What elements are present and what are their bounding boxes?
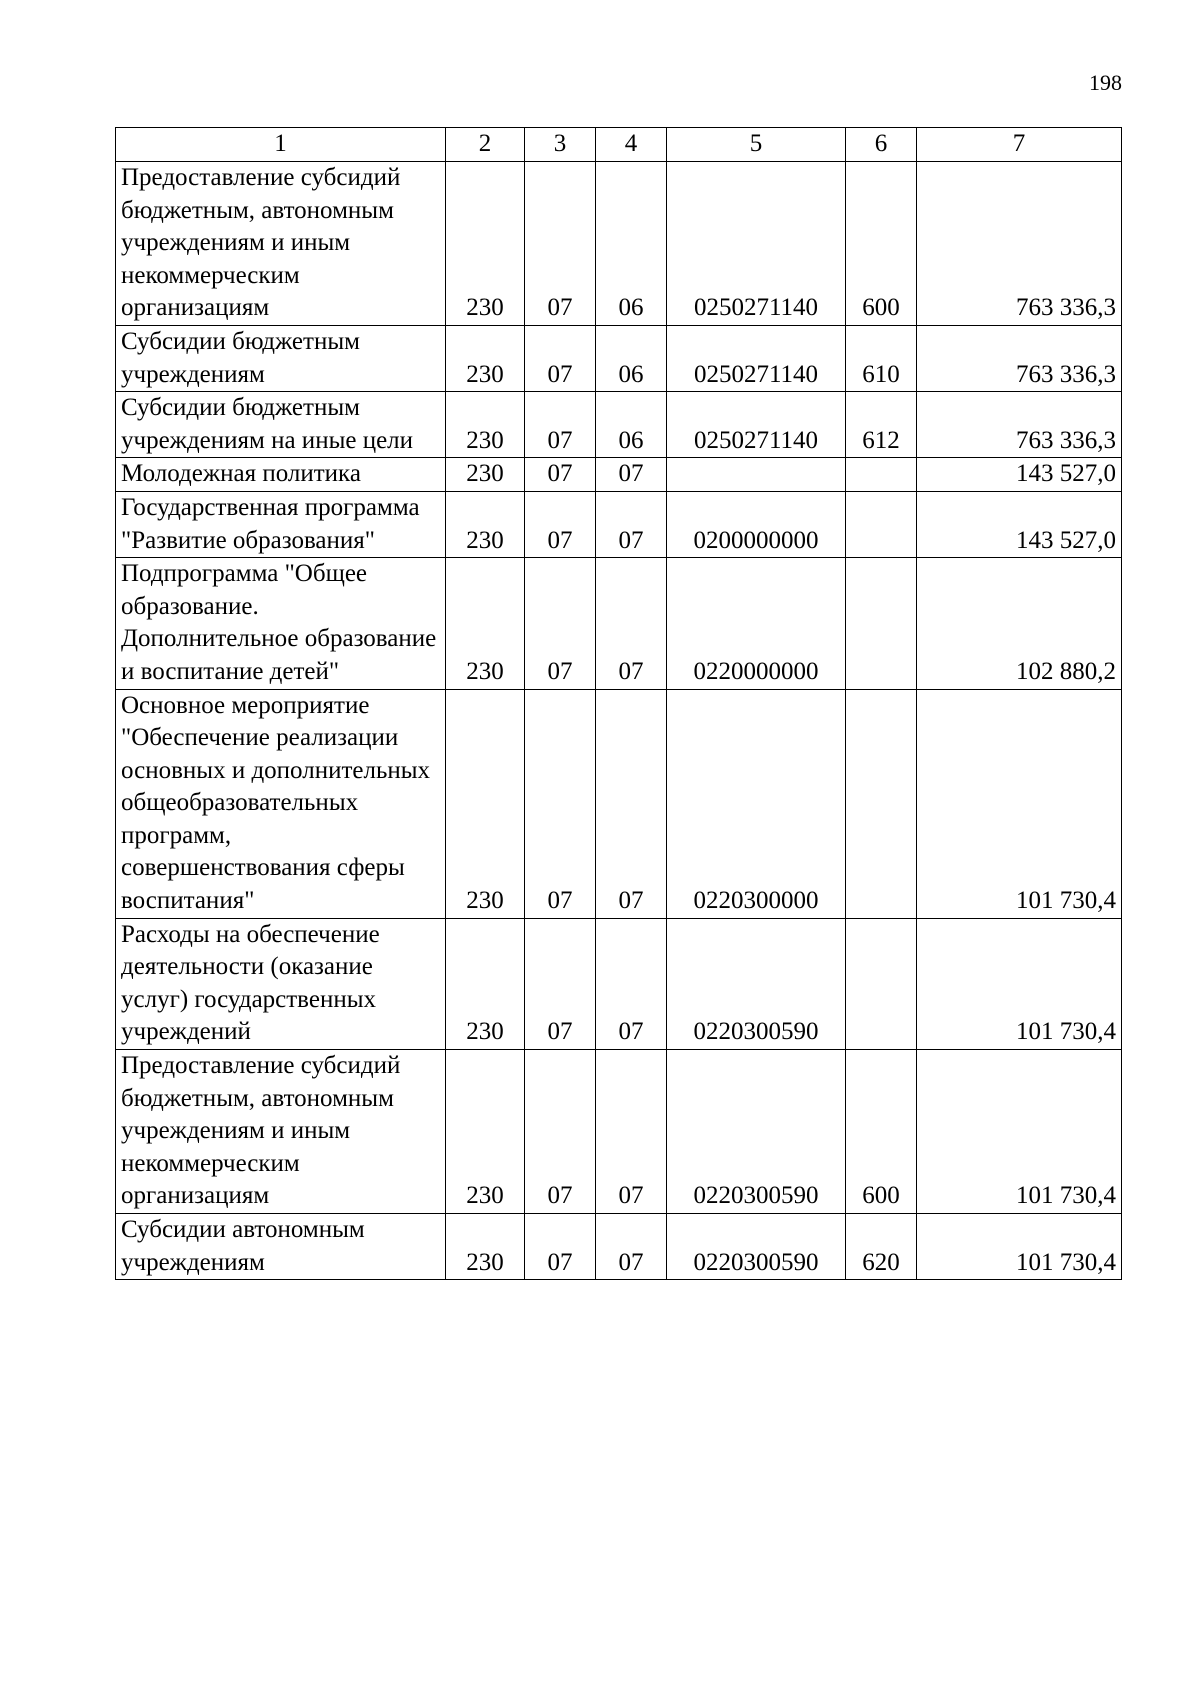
table-row [116, 162, 1122, 326]
table-row [116, 491, 1122, 557]
row-code-expense-type: 612 [846, 392, 917, 458]
page-number: 198 [1089, 70, 1122, 95]
row-amount: 143 527,0 [917, 458, 1122, 492]
row-code-section: 07 [525, 162, 596, 326]
row-name: Предоставление субсидий бюджетным, автономным учреждениям и иным некоммерческим организациям [116, 162, 446, 326]
row-amount: 101 730,4 [917, 689, 1122, 918]
row-name: Молодежная политика [116, 458, 446, 492]
row-code-expense-type [846, 558, 917, 689]
column-header-7: 7 [917, 128, 1122, 162]
row-name: Субсидии бюджетным учреждениям на иные цели [116, 392, 446, 458]
row-code-expense-type [846, 491, 917, 557]
row-code-expense-type: 620 [846, 1214, 917, 1280]
row-code-subsection: 06 [596, 325, 667, 391]
row-code-expense-type [846, 918, 917, 1049]
row-code-target [667, 458, 846, 492]
row-amount: 101 730,4 [917, 918, 1122, 1049]
table-row [116, 689, 1122, 918]
row-code-target: 0250271140 [667, 162, 846, 326]
row-name: Субсидии автономным учреждениям [116, 1214, 446, 1280]
row-code-section: 07 [525, 918, 596, 1049]
row-code-ministry: 230 [446, 491, 525, 557]
row-code-ministry: 230 [446, 325, 525, 391]
row-code-subsection: 06 [596, 162, 667, 326]
row-code-target: 0220000000 [667, 558, 846, 689]
row-code-subsection: 06 [596, 392, 667, 458]
row-code-subsection: 07 [596, 491, 667, 557]
row-code-target: 0220300590 [667, 1214, 846, 1280]
row-amount: 763 336,3 [917, 162, 1122, 326]
row-amount: 763 336,3 [917, 392, 1122, 458]
row-code-section: 07 [525, 1050, 596, 1214]
row-code-expense-type [846, 689, 917, 918]
row-amount: 143 527,0 [917, 491, 1122, 557]
column-header-1: 1 [116, 128, 446, 162]
row-code-subsection: 07 [596, 689, 667, 918]
row-code-section: 07 [525, 458, 596, 492]
table-row [116, 458, 1122, 492]
row-name: Субсидии бюджетным учреждениям [116, 325, 446, 391]
row-code-target: 0220300590 [667, 918, 846, 1049]
row-code-subsection: 07 [596, 918, 667, 1049]
column-header-6: 6 [846, 128, 917, 162]
row-code-target: 0220300590 [667, 1050, 846, 1214]
table-row [116, 918, 1122, 1049]
row-code-ministry: 230 [446, 558, 525, 689]
row-code-section: 07 [525, 1214, 596, 1280]
row-code-section: 07 [525, 558, 596, 689]
row-code-ministry: 230 [446, 1214, 525, 1280]
row-code-section: 07 [525, 491, 596, 557]
row-name: Предоставление субсидий бюджетным, автономным учреждениям и иным некоммерческим организациям [116, 1050, 446, 1214]
table-row [116, 325, 1122, 391]
row-code-subsection: 07 [596, 558, 667, 689]
row-code-ministry: 230 [446, 458, 525, 492]
row-code-target: 0250271140 [667, 392, 846, 458]
row-name: Основное мероприятие "Обеспечение реализации основных и дополнительных общеобразовательных программ, совершенствования сферы воспитания" [116, 689, 446, 918]
column-header-4: 4 [596, 128, 667, 162]
table-header-row [116, 128, 1122, 162]
row-code-expense-type: 600 [846, 162, 917, 326]
table-row [116, 1214, 1122, 1280]
row-code-ministry: 230 [446, 162, 525, 326]
table-row [116, 1050, 1122, 1214]
budget-table [115, 127, 1122, 1280]
row-code-target: 0250271140 [667, 325, 846, 391]
row-code-ministry: 230 [446, 392, 525, 458]
row-code-target: 0200000000 [667, 491, 846, 557]
row-code-subsection: 07 [596, 1214, 667, 1280]
row-code-expense-type: 600 [846, 1050, 917, 1214]
row-code-subsection: 07 [596, 458, 667, 492]
row-code-ministry: 230 [446, 689, 525, 918]
row-amount: 101 730,4 [917, 1050, 1122, 1214]
row-code-subsection: 07 [596, 1050, 667, 1214]
row-name: Расходы на обеспечение деятельности (оказание услуг) государственных учреждений [116, 918, 446, 1049]
column-header-3: 3 [525, 128, 596, 162]
row-code-section: 07 [525, 325, 596, 391]
row-amount: 102 880,2 [917, 558, 1122, 689]
row-amount: 101 730,4 [917, 1214, 1122, 1280]
row-amount: 763 336,3 [917, 325, 1122, 391]
table-row [116, 558, 1122, 689]
row-code-expense-type: 610 [846, 325, 917, 391]
column-header-2: 2 [446, 128, 525, 162]
row-name: Подпрограмма "Общее образование. Дополнительное образование и воспитание детей" [116, 558, 446, 689]
row-code-expense-type [846, 458, 917, 492]
row-code-ministry: 230 [446, 918, 525, 1049]
row-code-target: 0220300000 [667, 689, 846, 918]
row-code-ministry: 230 [446, 1050, 525, 1214]
column-header-5: 5 [667, 128, 846, 162]
row-code-section: 07 [525, 689, 596, 918]
table-row [116, 392, 1122, 458]
row-code-section: 07 [525, 392, 596, 458]
row-name: Государственная программа "Развитие образования" [116, 491, 446, 557]
